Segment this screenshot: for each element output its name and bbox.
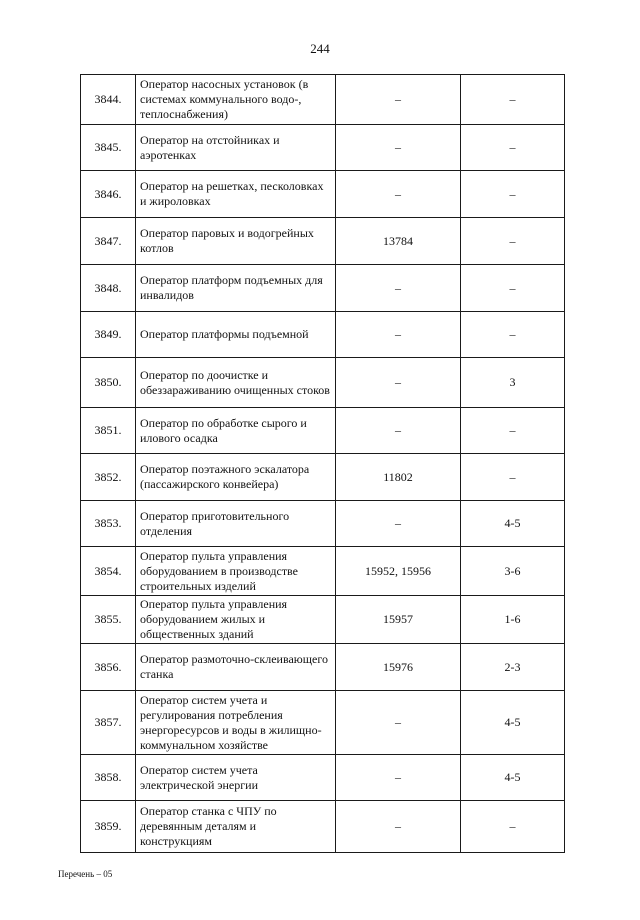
table-row <box>81 358 565 408</box>
occupation-code: 15952, 15956 <box>336 547 461 596</box>
occupation-name: Оператор поэтажного эскалатора (пассажирского конвейера) <box>136 454 336 501</box>
occupation-code: – <box>336 801 461 853</box>
row-number: 3848. <box>81 265 136 312</box>
row-number: 3850. <box>81 358 136 408</box>
occupation-code: 13784 <box>336 218 461 265</box>
grade-range: – <box>461 171 565 218</box>
row-number: 3847. <box>81 218 136 265</box>
occupation-table <box>80 74 565 853</box>
row-number: 3857. <box>81 691 136 755</box>
table-row <box>81 644 565 691</box>
table-row <box>81 312 565 358</box>
occupation-code: – <box>336 171 461 218</box>
occupation-code: 15976 <box>336 644 461 691</box>
grade-range: 4-5 <box>461 501 565 547</box>
occupation-name: Оператор пульта управления оборудованием жилых и общественных зданий <box>136 596 336 644</box>
row-number: 3844. <box>81 75 136 125</box>
table-row <box>81 454 565 501</box>
occupation-code: 11802 <box>336 454 461 501</box>
row-number: 3852. <box>81 454 136 501</box>
table-row <box>81 75 565 125</box>
grade-range: 1-6 <box>461 596 565 644</box>
row-number: 3856. <box>81 644 136 691</box>
table-row <box>81 691 565 755</box>
grade-range: – <box>461 312 565 358</box>
grade-range: – <box>461 801 565 853</box>
row-number: 3849. <box>81 312 136 358</box>
occupation-name: Оператор по обработке сырого и илового осадка <box>136 408 336 454</box>
grade-range: – <box>461 454 565 501</box>
table-row <box>81 125 565 171</box>
occupation-name: Оператор платформы подъемной <box>136 312 336 358</box>
occupation-name: Оператор насосных установок (в системах коммунального водо-, теплоснабжения) <box>136 75 336 125</box>
occupation-name: Оператор систем учета электрической энергии <box>136 755 336 801</box>
grade-range: 4-5 <box>461 755 565 801</box>
grade-range: – <box>461 125 565 171</box>
row-number: 3858. <box>81 755 136 801</box>
occupation-name: Оператор паровых и водогрейных котлов <box>136 218 336 265</box>
table-row <box>81 801 565 853</box>
grade-range: 2-3 <box>461 644 565 691</box>
row-number: 3845. <box>81 125 136 171</box>
occupation-name: Оператор платформ подъемных для инвалидов <box>136 265 336 312</box>
occupation-name: Оператор на решетках, песколовках и жироловках <box>136 171 336 218</box>
grade-range: 4-5 <box>461 691 565 755</box>
grade-range: – <box>461 75 565 125</box>
table-row <box>81 596 565 644</box>
row-number: 3846. <box>81 171 136 218</box>
occupation-code: – <box>336 408 461 454</box>
occupation-code: – <box>336 75 461 125</box>
grade-range: – <box>461 408 565 454</box>
row-number: 3853. <box>81 501 136 547</box>
occupation-code: – <box>336 312 461 358</box>
occupation-name: Оператор приготовительного отделения <box>136 501 336 547</box>
row-number: 3855. <box>81 596 136 644</box>
occupation-name: Оператор по доочистке и обеззараживанию очищенных стоков <box>136 358 336 408</box>
occupation-name: Оператор систем учета и регулирования потребления энергоресурсов и воды в жилищно-коммунальном хозяйстве <box>136 691 336 755</box>
table-row <box>81 171 565 218</box>
table-row <box>81 501 565 547</box>
occupation-code: – <box>336 265 461 312</box>
occupation-code: – <box>336 755 461 801</box>
occupation-name: Оператор размоточно-склеивающего станка <box>136 644 336 691</box>
grade-range: – <box>461 265 565 312</box>
table-row <box>81 547 565 596</box>
occupation-code: – <box>336 358 461 408</box>
occupation-name: Оператор пульта управления оборудованием в производстве строительных изделий <box>136 547 336 596</box>
table-row <box>81 755 565 801</box>
occupation-code: – <box>336 691 461 755</box>
occupation-code: 15957 <box>336 596 461 644</box>
grade-range: 3 <box>461 358 565 408</box>
occupation-name: Оператор станка с ЧПУ по деревянным деталям и конструкциям <box>136 801 336 853</box>
grade-range: 3-6 <box>461 547 565 596</box>
row-number: 3854. <box>81 547 136 596</box>
row-number: 3851. <box>81 408 136 454</box>
table-row <box>81 265 565 312</box>
occupation-name: Оператор на отстойниках и аэротенках <box>136 125 336 171</box>
footer-label: Перечень – 05 <box>58 869 113 879</box>
grade-range: – <box>461 218 565 265</box>
row-number: 3859. <box>81 801 136 853</box>
occupation-code: – <box>336 501 461 547</box>
occupation-code: – <box>336 125 461 171</box>
table-row <box>81 218 565 265</box>
page-number: 244 <box>310 41 330 56</box>
table-row <box>81 408 565 454</box>
